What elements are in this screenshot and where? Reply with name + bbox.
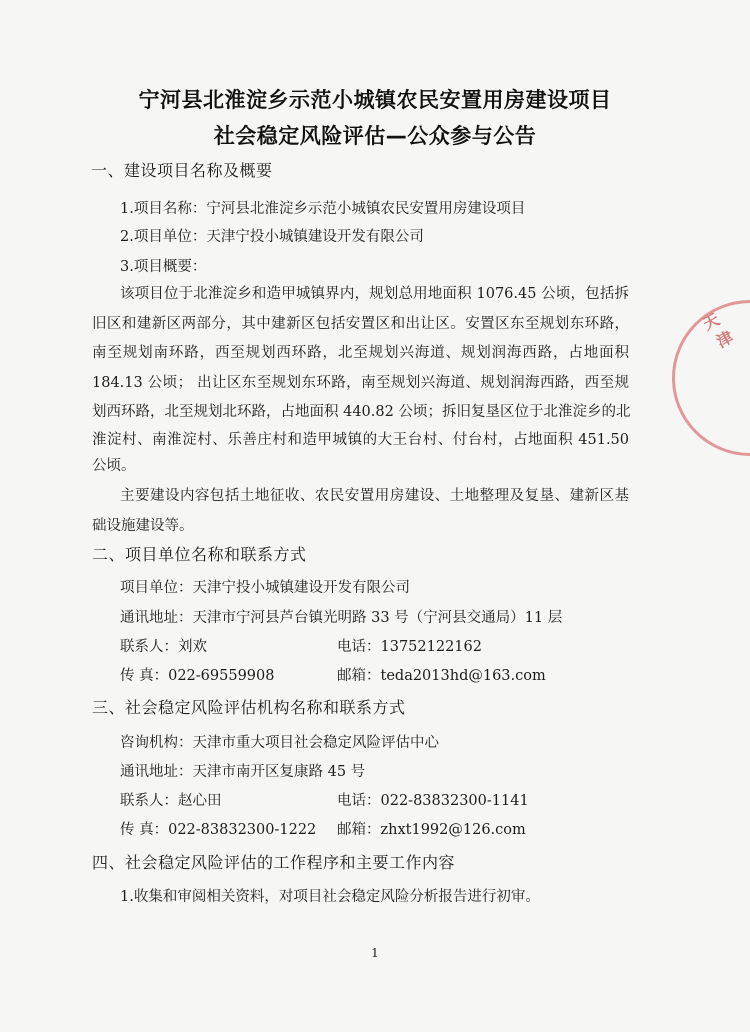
- summary-line: 南至规划南环路，西至规划西环路，北至规划兴海道、规划润海西路，占地面积: [92, 345, 629, 361]
- contact-phone: 电话：13752122162: [337, 639, 482, 655]
- document-title-line2: 社会稳定风险评估—公众参与公告: [213, 124, 537, 148]
- section1-heading: 一、建设项目名称及概要: [91, 161, 273, 180]
- project-unit-line: 2.项目单位：天津宁投小城镇建设开发有限公司: [120, 229, 424, 245]
- seal-glyph-1: 天: [699, 309, 723, 334]
- unit-line: 项目单位：天津宁投小城镇建设开发有限公司: [120, 580, 410, 596]
- address-line: 通讯地址：天津市宁河县芦台镇光明路 33 号（宁河县交通局）11 层: [120, 610, 563, 626]
- agency-contact-person: 联系人：赵心田: [120, 793, 222, 809]
- content-line: 主要建设内容包括土地征收、农民安置用房建设、土地整理及复垦、建新区基: [120, 488, 629, 504]
- contact-email: 邮箱：teda2013hd@163.com: [337, 668, 546, 684]
- section3-heading: 三、社会稳定风险评估机构名称和联系方式: [92, 698, 406, 717]
- summary-line: 划西环路，北至规划北环路，占地面积 440.82 公顷；拆旧复垦区位于北淮淀乡的北: [92, 404, 631, 420]
- section4-heading: 四、社会稳定风险评估的工作程序和主要工作内容: [92, 853, 456, 872]
- contact-person: 联系人：刘欢: [120, 639, 207, 655]
- project-name-line: 1.项目名称：宁河县北淮淀乡示范小城镇农民安置用房建设项目: [120, 201, 526, 217]
- summary-line: 该项目位于北淮淀乡和造甲城镇界内，规划总用地面积 1076.45 公顷，包括拆: [120, 286, 629, 302]
- agency-line: 咨询机构：天津市重大项目社会稳定风险评估中心: [120, 735, 439, 751]
- document-title-line1: 宁河县北淮淀乡示范小城镇农民安置用房建设项目: [138, 88, 612, 112]
- project-summary-label: 3.项目概要：: [120, 259, 207, 275]
- contact-fax: 传 真：022-69559908: [120, 668, 275, 684]
- agency-address-line: 通讯地址：天津市南开区复康路 45 号: [120, 764, 366, 780]
- content-line: 础设施建设等。: [92, 518, 194, 534]
- agency-email: 邮箱：zhxt1992@126.com: [337, 822, 526, 838]
- section2-heading: 二、项目单位名称和联系方式: [92, 545, 307, 564]
- page-number: 1: [371, 946, 379, 960]
- summary-line: 淮淀村、南淮淀村、乐善庄村和造甲城镇的大王台村、付台村，占地面积 451.50: [92, 432, 629, 448]
- agency-fax: 传 真：022-83832300-1222: [120, 822, 317, 838]
- procedure-item-1: 1.收集和审阅相关资料，对项目社会稳定风险分析报告进行初审。: [120, 889, 540, 905]
- summary-line: 旧区和建新区两部分，其中建新区包括安置区和出让区。安置区东至规划东环路，: [92, 316, 629, 332]
- agency-contact-phone: 电话：022-83832300-1141: [337, 793, 529, 809]
- summary-line: 公顷。: [92, 458, 136, 474]
- seal-glyph-2: 津: [713, 327, 737, 352]
- summary-line: 184.13 公顷； 出让区东至规划东环路，南至规划兴海道、规划润海西路，西至规: [92, 375, 629, 391]
